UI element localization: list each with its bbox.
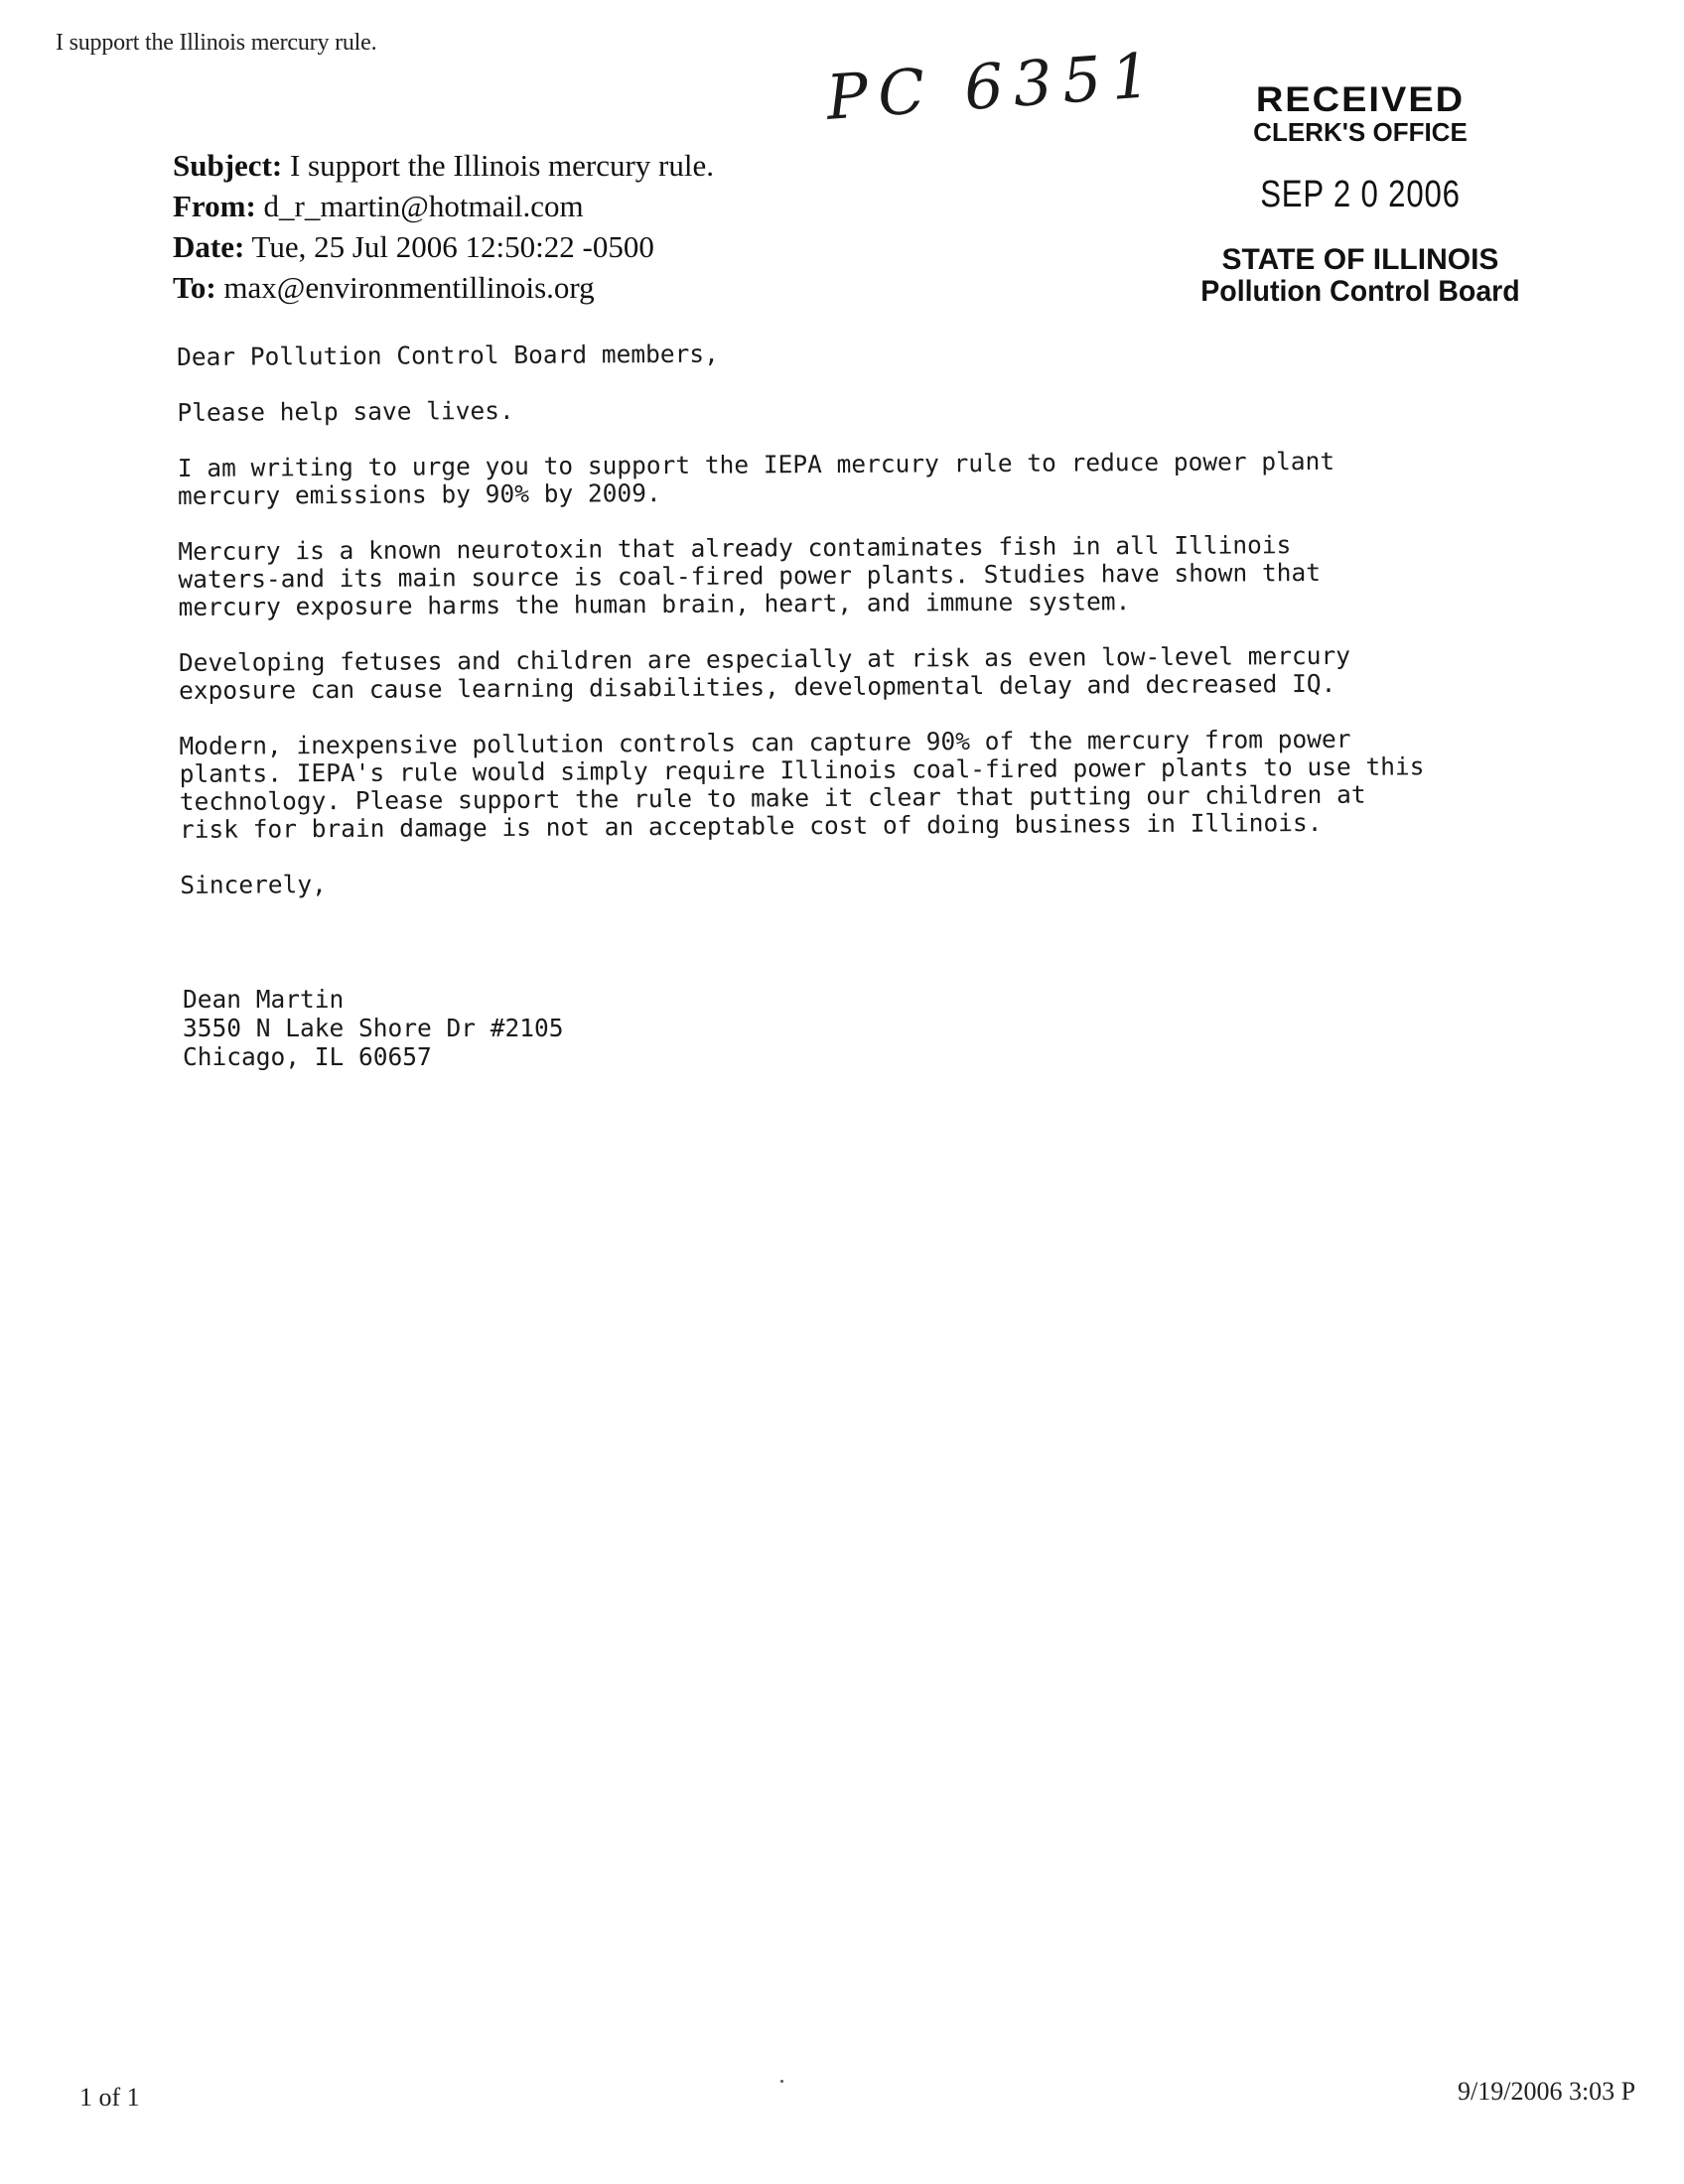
date-value: Tue, 25 Jul 2006 12:50:22 -0500 [251,229,654,264]
date-label: Date: [173,229,245,264]
print-timestamp: 9/19/2006 3:03 P [1458,2077,1636,2106]
letter-greeting: Dear Pollution Control Board members, [176,339,719,371]
stamp-state: STATE OF ILLINOIS [1221,243,1499,276]
letter-paragraph-2: I am writing to urge you to support the IEPA mercury rule to reduce power plant mercury emissions by 90% by 2009. [177,446,1335,510]
email-from-row [173,186,714,226]
signature-block [183,985,564,1071]
from-label: From: [173,189,256,223]
to-label: To: [173,270,216,305]
page-count: 1 of 1 [79,2083,140,2112]
letter-paragraph-1: Please help save lives. [177,395,514,427]
letter-paragraph-3: Mercury is a known neurotoxin that already contaminates fish in all Illinois waters-and its main source is coal-fired power plants. Studies have shown that mercury exposure harms the human brain, heart, and immune system. [178,530,1322,621]
received-stamp [1192,81,1529,308]
signature-address-line-1: 3550 N Lake Shore Dr #2105 [183,1014,564,1042]
subject-value: I support the Illinois mercury rule. [289,148,714,183]
handwritten-pc-number: PC 6351 [824,38,1163,134]
from-value: d_r_martin@hotmail.com [263,189,584,223]
letter-paragraph-5: Modern, inexpensive pollution controls can capture 90% of the mercury from power plants. IEPA's rule would simply require Illinois coal-fired power plants to use this technology. Please support the rule to make it clear that putting our children at risk for brain damage is not an acceptable cost of doing business in Illinois. [179,724,1425,844]
letter-closing: Sincerely, [180,870,327,899]
email-header-block [173,145,714,308]
stamp-received: RECEIVED [1255,80,1466,120]
email-date-row [173,226,714,267]
scan-speck [780,2080,783,2083]
letter-paragraph-4: Developing fetuses and children are especially at risk as even low-level mercury exposure can cause learning disabilities, developmental delay and decreased IQ. [178,640,1351,705]
email-to-row [173,267,714,308]
stamp-office: CLERK'S OFFICE [1253,117,1468,147]
page-running-header: I support the Illinois mercury rule. [56,30,377,56]
signature-name: Dean Martin [183,985,345,1014]
subject-label: Subject: [173,148,283,183]
to-value: max@environmentillinois.org [223,270,595,305]
signature-address-line-2: Chicago, IL 60657 [183,1042,432,1071]
stamp-date: SEP 2 0 2006 [1260,174,1461,215]
email-subject-row [173,145,714,186]
stamp-board: Pollution Control Board [1200,275,1520,308]
letter-body [177,335,1570,899]
